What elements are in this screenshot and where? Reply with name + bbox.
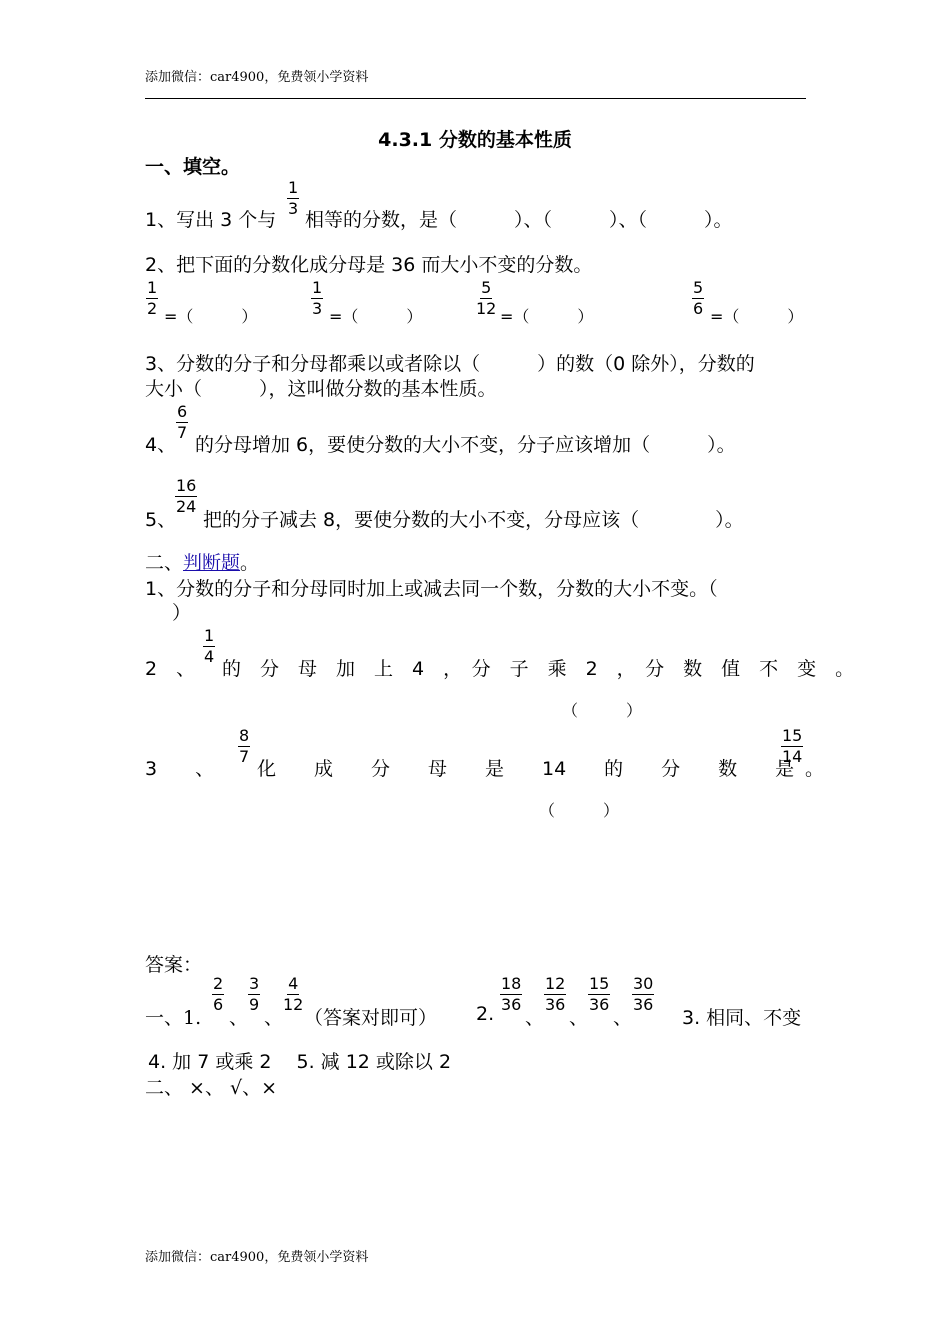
j3-numerator: 8 bbox=[239, 726, 250, 745]
q2-frac-2-den: 3 bbox=[312, 299, 323, 318]
header-divider bbox=[145, 98, 806, 99]
q4-fraction bbox=[176, 402, 188, 443]
page-title: 4.3.1 分数的基本性质 bbox=[378, 129, 572, 151]
q2-frac-3 bbox=[476, 278, 496, 319]
q4-prefix: 4、 bbox=[145, 434, 177, 456]
q2-frac-1-num: 1 bbox=[147, 278, 158, 297]
answer1-frac-1-den: 6 bbox=[213, 995, 224, 1014]
answers-heading: 答案： bbox=[145, 954, 203, 976]
answer4-5: 4. 加 7 或乘 2 5. 减 12 或除以 2 bbox=[148, 1051, 452, 1073]
q2-text: 2、把下面的分数化成分母是 36 而大小不变的分数。 bbox=[145, 254, 593, 276]
answer2-sep-1: 、 bbox=[525, 1007, 545, 1029]
answer1-frac-2-den: 9 bbox=[249, 995, 260, 1014]
j3-end: 。 bbox=[805, 758, 825, 780]
q2-frac-3-num: 5 bbox=[481, 278, 492, 297]
answer1-sep-2: 、 bbox=[264, 1007, 284, 1029]
j2-numerator: 1 bbox=[204, 626, 215, 645]
answer1-frac-1 bbox=[212, 974, 224, 1015]
section2-heading bbox=[145, 548, 259, 575]
answer2-frac-4 bbox=[632, 974, 654, 1015]
answer1-sep-1: 、 bbox=[229, 1007, 249, 1029]
answer2-frac-2-num: 12 bbox=[545, 974, 566, 993]
q5-numerator: 16 bbox=[176, 476, 197, 495]
q1-numerator: 1 bbox=[288, 178, 299, 197]
j2-fraction bbox=[203, 626, 215, 667]
section2-link[interactable]: 判断题 bbox=[183, 552, 241, 574]
j3-frac2-den: 14 bbox=[782, 747, 803, 766]
j3-frac2-num: 15 bbox=[782, 726, 803, 745]
answer2-frac-3 bbox=[588, 974, 610, 1015]
q2-frac-2-num: 1 bbox=[312, 278, 323, 297]
answer2-frac-1-den: 36 bbox=[501, 995, 522, 1014]
section1-heading: 一、填空。 bbox=[145, 156, 241, 178]
j3-answer-paren: （ ） bbox=[539, 801, 620, 820]
q5-denominator: 24 bbox=[176, 497, 197, 516]
answer1-frac-3-den: 12 bbox=[283, 995, 304, 1014]
q2-blank-4: =（ ） bbox=[710, 307, 804, 326]
q1-text: 相等的分数，是（ ）、（ ）、（ ）。 bbox=[305, 209, 733, 231]
answer1-frac-2 bbox=[248, 974, 260, 1015]
answer2-prefix: 2. bbox=[476, 1003, 495, 1025]
q3-line1: 3、分数的分子和分母都乘以或者除以（ ）的数（0 除外），分数的 bbox=[145, 353, 755, 375]
j1-line2: ） bbox=[172, 602, 192, 624]
j3-prefix: 3 、 bbox=[145, 758, 215, 780]
section2-suffix: 。 bbox=[240, 552, 260, 574]
answer1-frac-2-num: 3 bbox=[249, 974, 260, 993]
q2-frac-4 bbox=[692, 278, 704, 319]
q2-frac-1 bbox=[146, 278, 158, 319]
j3-fraction-2 bbox=[781, 726, 803, 767]
answer2-sep-3: 、 bbox=[613, 1007, 633, 1029]
q5-text: 把的分子减去 8，要使分数的大小不变，分母应该（ ）。 bbox=[203, 509, 744, 531]
q1-denominator: 3 bbox=[288, 199, 299, 218]
answer2-frac-4-den: 36 bbox=[633, 995, 654, 1014]
answer2-frac-2 bbox=[544, 974, 566, 1015]
q5-fraction bbox=[175, 476, 197, 517]
q4-text: 的分母增加 6，要使分数的大小不变，分子应该增加（ ）。 bbox=[195, 434, 736, 456]
q2-blank-3: =（ ） bbox=[500, 307, 594, 326]
page-footer: 添加微信：car4900，免费领小学资料 bbox=[145, 1250, 369, 1265]
j2-answer-paren: （ ） bbox=[562, 701, 643, 720]
q5-prefix: 5、 bbox=[145, 509, 177, 531]
j1-line1: 1、分数的分子和分母同时加上或减去同一个数，分数的大小不变。（ bbox=[145, 578, 718, 600]
q1-fraction bbox=[287, 178, 299, 219]
q2-frac-4-den: 6 bbox=[693, 299, 704, 318]
section2-prefix: 二、 bbox=[145, 552, 184, 574]
q2-blank-2: =（ ） bbox=[329, 307, 423, 326]
answer-judge: 二、 ×、 √、× bbox=[145, 1077, 278, 1099]
answer2-frac-4-num: 30 bbox=[633, 974, 654, 993]
answer2-frac-1-num: 18 bbox=[501, 974, 522, 993]
q4-numerator: 6 bbox=[177, 402, 188, 421]
answer2-frac-3-den: 36 bbox=[589, 995, 610, 1014]
j3-fraction bbox=[238, 726, 250, 767]
j2-prefix: 2 、 bbox=[145, 658, 196, 680]
answer2-frac-1 bbox=[500, 974, 522, 1015]
q3-line2: 大小（ ），这叫做分数的基本性质。 bbox=[145, 378, 497, 400]
j3-denominator: 7 bbox=[239, 747, 250, 766]
page-header: 添加微信：car4900，免费领小学资料 bbox=[145, 70, 369, 85]
q2-blank-1: =（ ） bbox=[164, 307, 258, 326]
q1-prefix: 1、写出 3 个与 bbox=[145, 209, 277, 231]
j2-text: 的 分 母 加 上 4 ， 分 子 乘 2 ， 分 数 值 不 变 。 bbox=[222, 658, 855, 680]
q2-frac-4-num: 5 bbox=[693, 278, 704, 297]
answer1-prefix: 一、1. bbox=[145, 1007, 202, 1029]
answer1-frac-3 bbox=[283, 974, 303, 1015]
answer1-note: （答案对即可） bbox=[304, 1007, 438, 1029]
q2-frac-1-den: 2 bbox=[147, 299, 158, 318]
q2-frac-2 bbox=[311, 278, 323, 319]
answer2-sep-2: 、 bbox=[569, 1007, 589, 1029]
answer1-frac-3-num: 4 bbox=[288, 974, 299, 993]
answer1-frac-1-num: 2 bbox=[213, 974, 224, 993]
q4-denominator: 7 bbox=[177, 423, 188, 442]
answer2-frac-2-den: 36 bbox=[545, 995, 566, 1014]
answer3: 3. 相同、不变 bbox=[682, 1007, 802, 1029]
j2-denominator: 4 bbox=[204, 647, 215, 666]
answer2-frac-3-num: 15 bbox=[589, 974, 610, 993]
j3-text: 化 成 分 母 是 14 的 分 数 是 bbox=[257, 758, 795, 780]
q2-frac-3-den: 12 bbox=[476, 299, 497, 318]
